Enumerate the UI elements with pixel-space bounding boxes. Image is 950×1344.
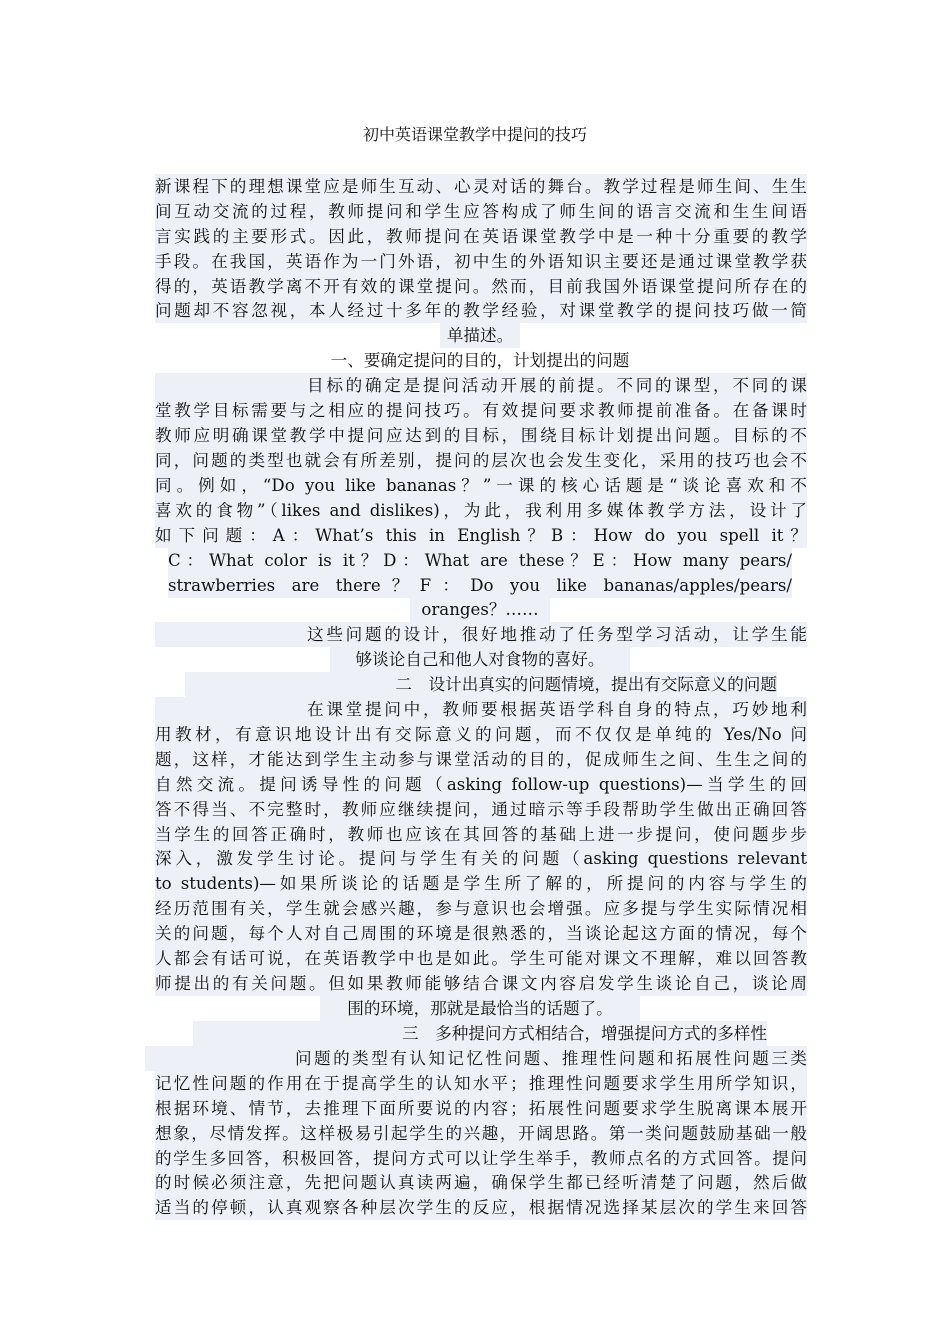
- paragraph-line: 手段。在我国，英语作为一门外语，初中生的外语知识主要还是通过课堂教学获: [155, 249, 807, 274]
- paragraph-line: 人都会有话可说，在英语教学中也是如此。学生可能对课文不理解，难以回答教: [155, 946, 807, 971]
- paragraph-line: 得的，英语教学离不开有效的课堂提问。然而，目前我国外语课堂提问所存在的: [155, 274, 807, 299]
- paragraph-line: 教师应明确课堂教学中提问应达到的目标，围绕目标计划提出问题。目标的不: [155, 423, 807, 448]
- document-title: 初中英语课堂教学中提问的技巧: [362, 125, 587, 144]
- paragraph-line: 间互动交流的过程，教师提问和学生应答构成了师生间的语言交流和生生间语: [155, 199, 807, 224]
- paragraph-line: 适当的停顿，认真观察各种层次学生的反应，根据情况选择某层次的学生来回答: [155, 1195, 807, 1220]
- paragraph-line: strawberries are there？F：Do you like bananas/apples/pears/: [168, 573, 792, 598]
- paragraph-line: oranges？……: [410, 597, 550, 622]
- paragraph-line: 当学生的回答正确时，教师也应该在其回答的基础上进一步提问，使问题步步: [155, 822, 807, 847]
- paragraph-line: 在课堂提问中，教师要根据英语学科自身的特点，巧妙地利: [155, 697, 807, 722]
- section-heading-1: 一、要确定提问的目的，计划提出的问题: [330, 351, 630, 370]
- section-heading-3: 三 多种提问方式相结合，增强提问方式的多样性: [193, 1021, 767, 1046]
- paragraph-line: 如下问题：A：What’s this in English？B：How do you spell it？: [155, 523, 807, 548]
- paragraph-line: 堂教学目标需要与之相应的提问技巧。有效提问要求教师提前准备。在备课时: [155, 398, 807, 423]
- paragraph-line: 根据环境、情节，去推理下面所要说的内容；拓展性问题要求学生脱离课本展开: [155, 1096, 807, 1121]
- paragraph-line: 同，问题的类型也就会有所差别，提问的层次也会发生变化，采用的技巧也会不: [155, 448, 807, 473]
- section-heading-2: 二 设计出真实的问题情境，提出有交际意义的问题: [185, 672, 777, 697]
- paragraph-line: 题，这样，才能达到学生主动参与课堂活动的目的，促成师生之间、生生之间的: [155, 747, 807, 772]
- paragraph-line: 问题却不容忽视，本人经过十多年的教学经验，对课堂教学的提问技巧做一简: [155, 298, 807, 323]
- paragraph-line: 用教材，有意识地设计出有交际意义的问题，而不仅仅是单纯的 Yes/No 问: [155, 722, 807, 747]
- paragraph-line: 目标的确定是提问活动开展的前提。不同的课型，不同的课: [155, 373, 807, 398]
- paragraph-line: 问题的类型有认知记忆性问题、推理性问题和拓展性问题三类: [145, 1046, 807, 1071]
- paragraph-line: 自然交流。提问诱导性的问题（asking follow-up questions)—当学生的回: [155, 772, 807, 797]
- paragraph-line: 想象，尽情发挥。这样极易引起学生的兴趣，开阔思路。第一类问题鼓励基础一般: [155, 1121, 807, 1146]
- paragraph-line: C：What color is it？D：What are these？E：How many pears/: [168, 548, 792, 573]
- paragraph-line: 新课程下的理想课堂应是师生互动、心灵对话的舞台。教学过程是师生间、生生: [155, 174, 807, 199]
- paragraph-line: 经历范围有关，学生就会感兴趣，参与意识也会增强。应多提与学生实际情况相: [155, 896, 807, 921]
- paragraph-line: 这些问题的设计，很好地推动了任务型学习活动，让学生能: [155, 622, 807, 647]
- paragraph-line: to students)—如果所谈论的话题是学生所了解的，所提问的内容与学生的: [155, 871, 807, 896]
- paragraph-line: 围的环境，那就是最恰当的话题了。: [320, 996, 640, 1021]
- paragraph-line: 够谈论自己和他人对食物的喜好。: [330, 647, 630, 672]
- paragraph-line: 师提出的有关问题。但如果教师能够结合课文内容启发学生谈论自己，谈论周: [155, 971, 807, 996]
- paragraph-line: 喜欢的食物”（likes and dislikes)，为此，我利用多媒体教学方法，设计了: [155, 498, 807, 523]
- paragraph-line: 答不得当、不完整时，教师应继续提问，通过暗示等手段帮助学生做出正确回答: [155, 797, 807, 822]
- paragraph-line: 的学生多回答，积极回答，提问方式可以让学生举手，教师点名的方式回答。提问: [155, 1146, 807, 1171]
- paragraph-line: 深入，激发学生讨论。提问与学生有关的问题（asking questions relevant: [155, 846, 807, 871]
- paragraph-line: 关的问题，每个人对自己周围的环境是很熟悉的，当谈论起这方面的情况，每个: [155, 921, 807, 946]
- paragraph-line: 的时候必须注意，先把问题认真读两遍，确保学生都已经听清楚了问题，然后做: [155, 1170, 807, 1195]
- paragraph-line: 单描述。: [440, 323, 520, 348]
- paragraph-line: 记忆性问题的作用在于提高学生的认知水平；推理性问题要求学生用所学知识，: [155, 1071, 807, 1096]
- paragraph-line: 同。例如，“Do you like bananas？”一课的核心话题是“谈论喜欢和不: [155, 473, 807, 498]
- paragraph-line: 言实践的主要形式。因此，教师提问在英语课堂教学中是一种十分重要的教学: [155, 224, 807, 249]
